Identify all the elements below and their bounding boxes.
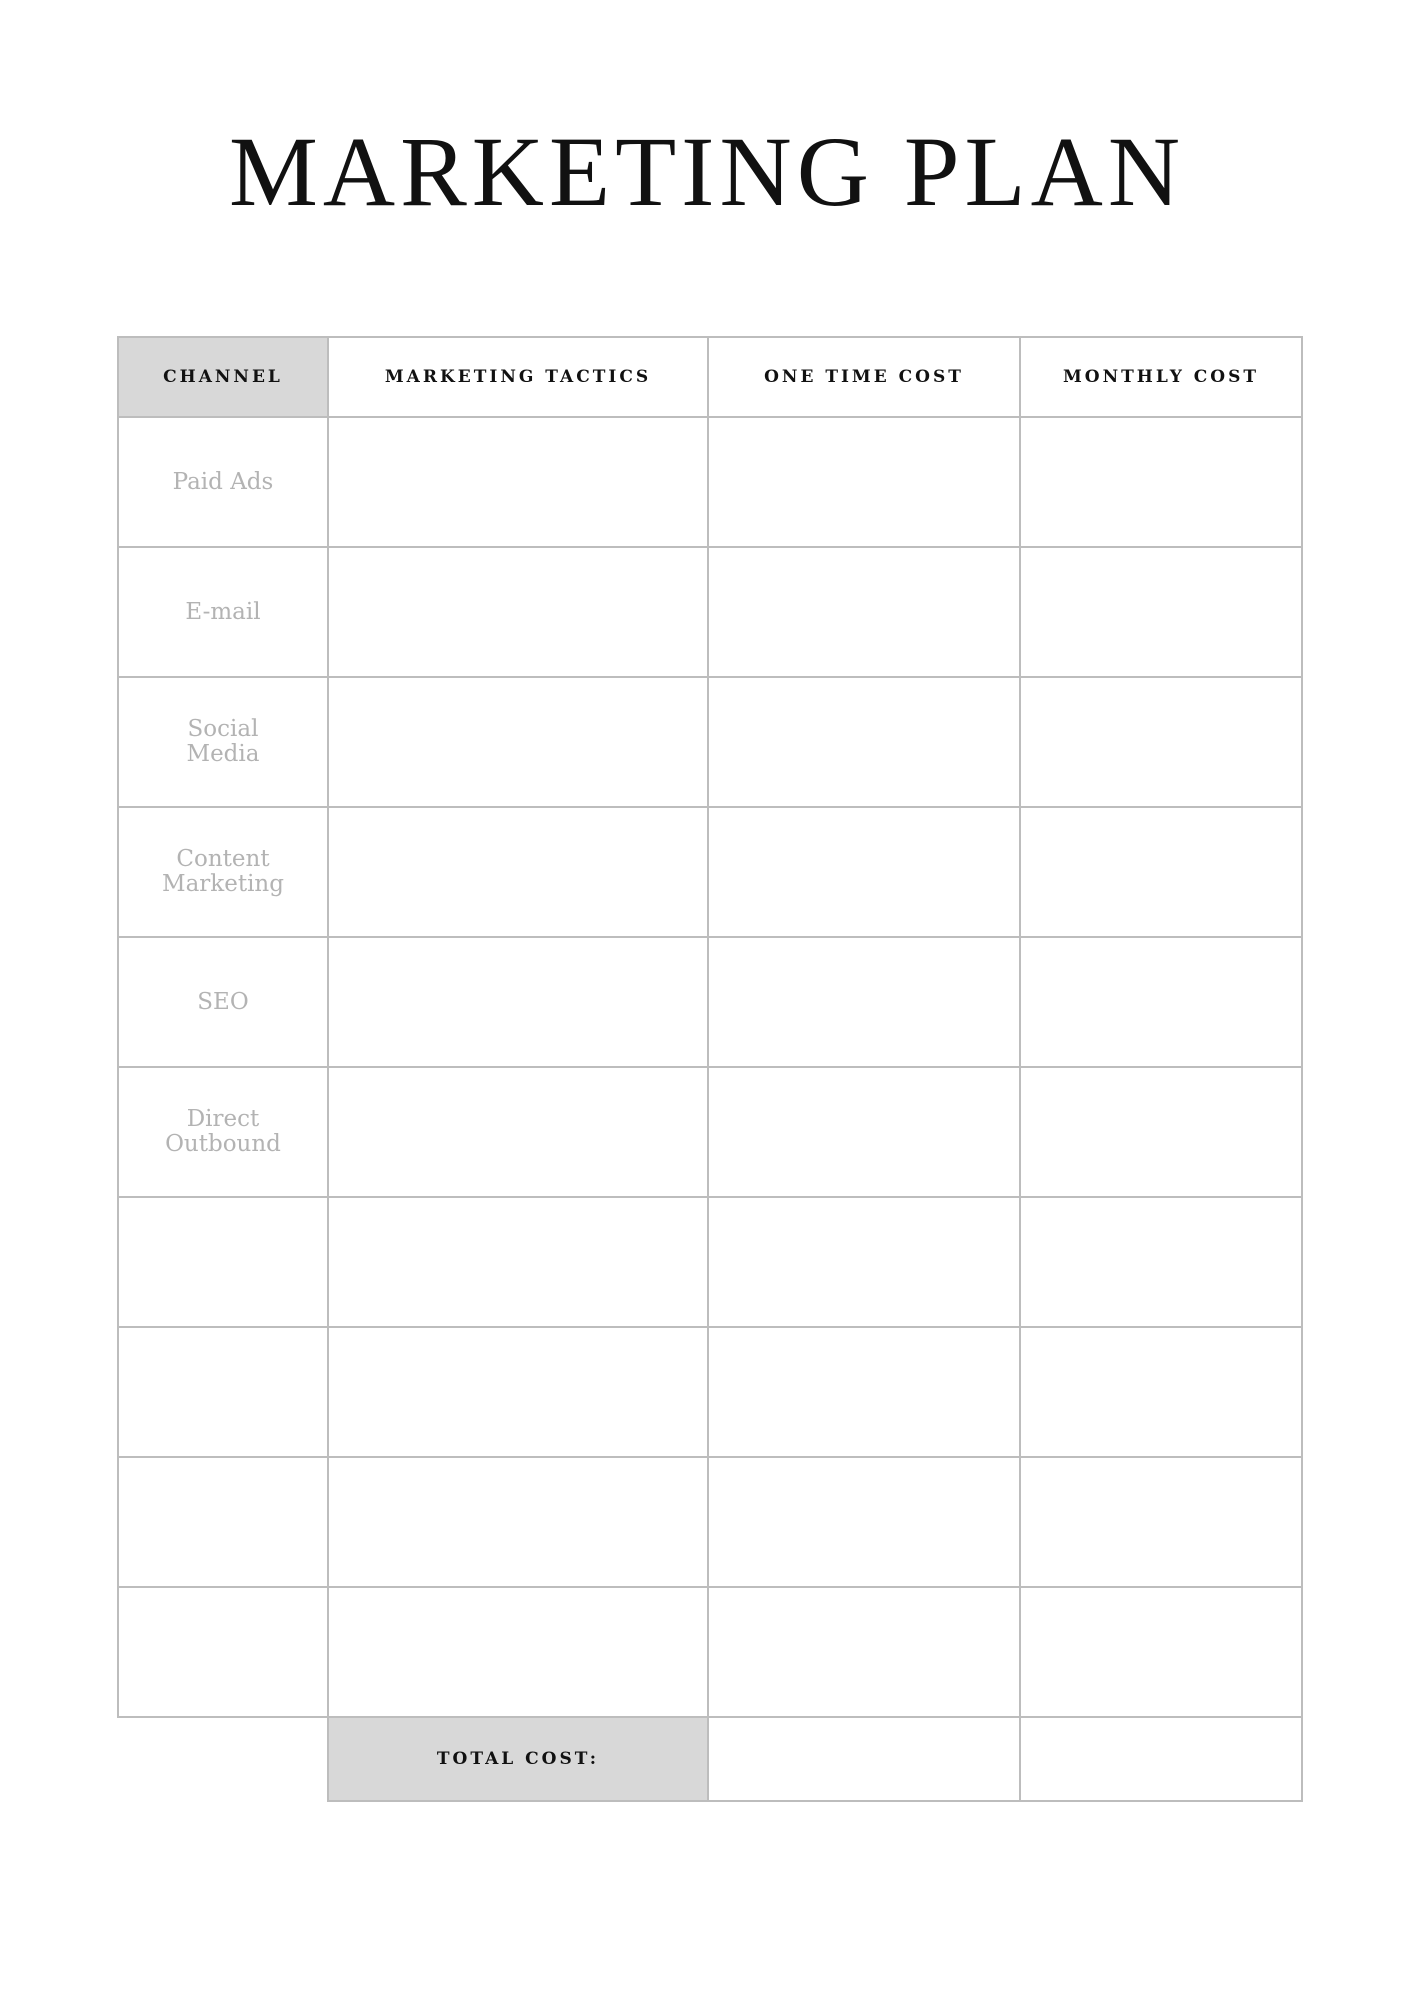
channel-cell[interactable] [118,1457,328,1587]
table-row [118,1587,1302,1717]
channel-cell [118,677,328,807]
total-row [118,1717,1302,1801]
channel-label: Content Marketing [162,846,284,897]
tactics-cell[interactable] [328,807,708,937]
header-marketing-tactics: MARKETING TACTICS [328,337,708,417]
channel-cell [118,1067,328,1197]
monthly-cost-cell[interactable] [1020,677,1302,807]
header-one-time-cost: ONE TIME COST [708,337,1020,417]
monthly-cost-cell[interactable] [1020,807,1302,937]
one-time-cost-cell[interactable] [708,937,1020,1067]
tactics-cell[interactable] [328,677,708,807]
channel-label: Paid Ads [172,468,274,495]
channel-cell[interactable] [118,1327,328,1457]
tactics-cell[interactable] [328,1067,708,1197]
monthly-cost-cell[interactable] [1020,937,1302,1067]
total-one-time-cost-cell[interactable] [708,1717,1020,1801]
tactics-cell[interactable] [328,547,708,677]
table-row [118,1327,1302,1457]
channel-label: Social Media [186,716,260,767]
table-row [118,1197,1302,1327]
one-time-cost-cell[interactable] [708,1457,1020,1587]
channel-cell[interactable] [118,1197,328,1327]
tactics-cell[interactable] [328,1327,708,1457]
header-monthly-cost: MONTHLY COST [1020,337,1302,417]
total-spacer [118,1717,328,1801]
one-time-cost-cell[interactable] [708,1067,1020,1197]
one-time-cost-cell[interactable] [708,677,1020,807]
table-row [118,1457,1302,1587]
channel-cell [118,547,328,677]
channel-cell[interactable] [118,1587,328,1717]
total-cost-label: TOTAL COST: [328,1717,708,1801]
monthly-cost-cell[interactable] [1020,417,1302,547]
table-row [118,677,1302,807]
tactics-cell[interactable] [328,417,708,547]
table-row [118,807,1302,937]
monthly-cost-cell[interactable] [1020,1197,1302,1327]
table-row [118,547,1302,677]
header-channel: CHANNEL [118,337,328,417]
marketing-plan-table [117,336,1303,1802]
total-monthly-cost-cell[interactable] [1020,1717,1302,1801]
one-time-cost-cell[interactable] [708,1587,1020,1717]
header-row [118,337,1302,417]
channel-label: E-mail [185,598,261,625]
table-row [118,417,1302,547]
channel-cell [118,417,328,547]
page-title: MARKETING PLAN [228,116,1186,227]
one-time-cost-cell[interactable] [708,1197,1020,1327]
monthly-cost-cell[interactable] [1020,1457,1302,1587]
monthly-cost-cell[interactable] [1020,547,1302,677]
channel-label: Direct Outbound [165,1106,281,1157]
one-time-cost-cell[interactable] [708,807,1020,937]
channel-label: SEO [197,988,249,1015]
one-time-cost-cell[interactable] [708,547,1020,677]
tactics-cell[interactable] [328,1587,708,1717]
channel-cell [118,937,328,1067]
monthly-cost-cell[interactable] [1020,1327,1302,1457]
one-time-cost-cell[interactable] [708,1327,1020,1457]
table-row [118,1067,1302,1197]
tactics-cell[interactable] [328,1197,708,1327]
one-time-cost-cell[interactable] [708,417,1020,547]
channel-cell [118,807,328,937]
table-row [118,937,1302,1067]
tactics-cell[interactable] [328,937,708,1067]
monthly-cost-cell[interactable] [1020,1587,1302,1717]
tactics-cell[interactable] [328,1457,708,1587]
monthly-cost-cell[interactable] [1020,1067,1302,1197]
